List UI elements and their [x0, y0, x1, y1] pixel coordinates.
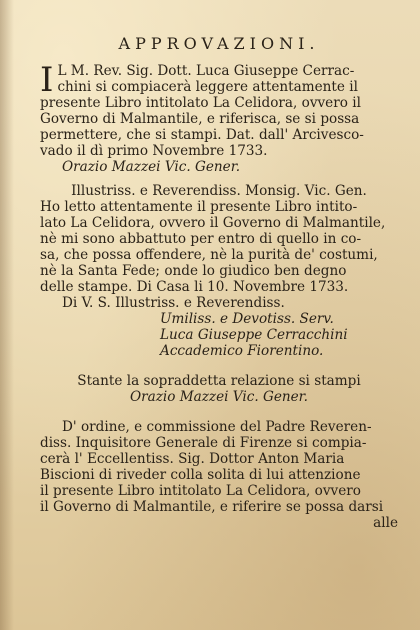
approval-request-line-3: presente Libro intitolato La Celidora, ovvero il — [40, 95, 361, 111]
approval-request-line-5: permettere, che si stampi. Dat. dall' Arcivesco- — [40, 127, 364, 143]
order-line-1: D' ordine, e commissione del Padre Reveren- — [62, 419, 372, 435]
report-line-1: Ho letto attentamente il presente Libro intito- — [40, 199, 358, 215]
approval-request-line-2: chini si compiacerà leggere attentamente il — [57, 79, 358, 95]
order-line-3: cerà l' Eccellentiss. Sig. Dottor Anton Maria — [40, 451, 345, 467]
report-line-6: delle stampe. Di Casa li 10. Novembre 1733. — [40, 279, 349, 295]
order-line-2: diss. Inquisitore Generale di Firenze si compia- — [40, 435, 367, 451]
order-line-6: il Governo di Malmantile, e riferire se possa darsi — [40, 499, 384, 515]
censor-report-block — [40, 183, 398, 359]
censor-signature-line-1: Umiliss. e Devotiss. Serv. — [160, 311, 334, 327]
approval-request-line-1: I L M. Rev. Sig. Dott. Luca Giuseppe Cerrac- — [40, 60, 355, 100]
imprimatur-signature: Orazio Mazzei Vic. Gener. — [129, 389, 309, 405]
report-line-3: nè mi sono abbattuto per entro di quello in co- — [40, 231, 362, 247]
censor-signature-line-2: Luca Giuseppe Cerracchini — [160, 327, 348, 343]
approval-request-line-4: Governo di Malmantile, e riferisca, se si possa — [40, 111, 360, 127]
catchword: alle — [373, 515, 398, 531]
imprimatur-line: Stante la sopraddetta relazione si stampi — [77, 373, 361, 389]
approval-request-line-6: vado il dì primo Novembre 1733. — [40, 143, 268, 159]
imprimatur-block — [40, 373, 398, 405]
vicar-signature: Orazio Mazzei Vic. Gener. — [62, 159, 241, 175]
inquisitor-order-block — [40, 419, 398, 531]
report-line-5: nè la Santa Fede; onde lo giudico ben degno — [40, 263, 347, 279]
report-closing: Di V. S. Illustriss. e Reverendiss. — [62, 295, 285, 311]
report-line-2: lato La Celidora, ovvero il Governo di Malmantile, — [40, 215, 386, 231]
censor-signature-line-3: Accademico Fiorentino. — [160, 343, 324, 359]
approval-request-block — [40, 60, 398, 175]
page-heading: APPROVAZIONI. — [118, 34, 320, 53]
order-line-5: il presente Libro intitolato La Celidora, ovvero — [40, 483, 361, 499]
report-line-4: sa, che possa offendere, nè la purità de' costumi, — [40, 247, 378, 263]
report-salutation: Illustriss. e Reverendiss. Monsig. Vic. Gen. — [71, 183, 367, 199]
order-line-4: Biscioni di riveder colla solita di lui attenzione — [40, 467, 361, 483]
drop-cap-letter: I — [40, 60, 54, 100]
